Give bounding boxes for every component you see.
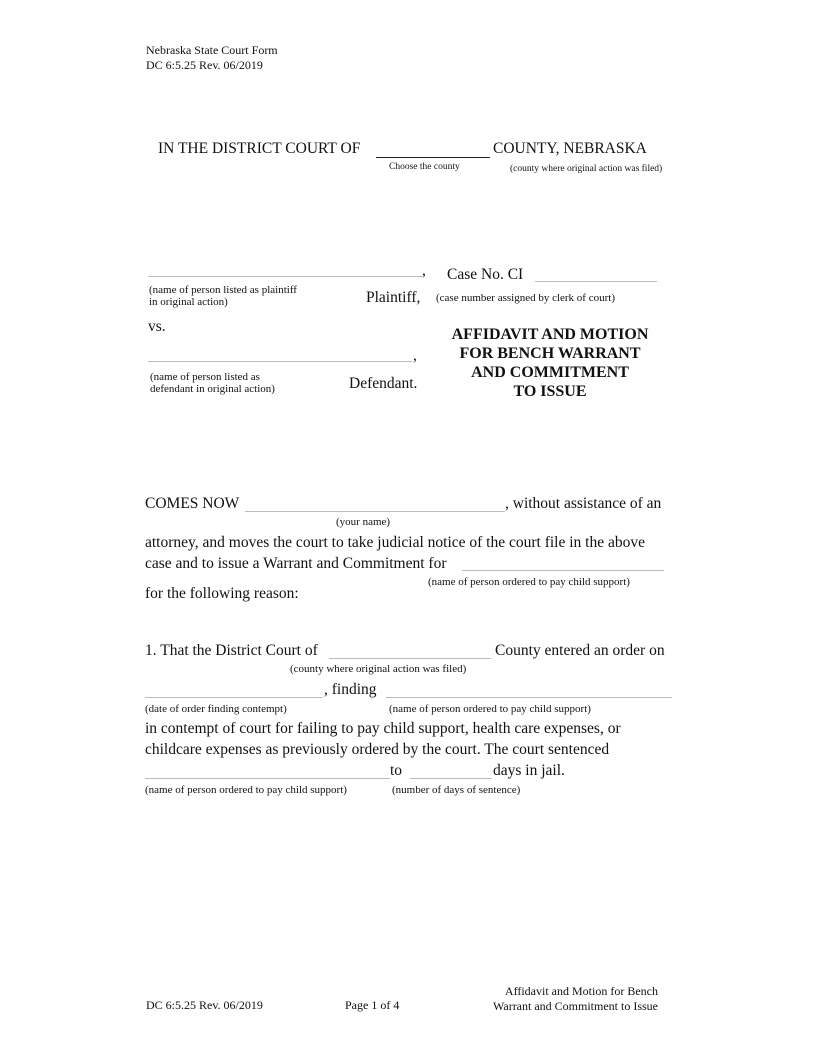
finding-label: , finding (324, 681, 377, 698)
your-name-field[interactable] (245, 511, 505, 512)
plaintiff-hint: (name of person listed as plaintiff in original action) (149, 284, 297, 308)
plaintiff-comma: , (422, 262, 426, 279)
to-label: to (390, 762, 403, 779)
document-title: AFFIDAVIT AND MOTION FOR BENCH WARRANT AND COMMITMENT TO ISSUE (451, 326, 649, 400)
p1-line-3: in contempt of court for failing to pay child support, health care expenses, or (145, 720, 621, 737)
p1-line-4: childcare expenses as previously ordered by the court. The court sentenced (145, 741, 610, 758)
sentenced-person-hint: (name of person ordered to pay child support) (145, 784, 347, 796)
your-name-hint: (your name) (336, 516, 391, 528)
warrant-person-field[interactable] (462, 570, 664, 571)
page-number: Page 1 of 4 (345, 998, 400, 1012)
order-date-field[interactable] (145, 697, 323, 698)
order-date-hint: (date of order finding contempt) (145, 703, 287, 715)
days-in-jail: days in jail. (493, 762, 565, 779)
county-select-label: Choose the county (389, 162, 460, 172)
p1-county-field[interactable] (329, 658, 491, 659)
case-no-label: Case No. CI (447, 266, 524, 283)
warrant-person-hint: (name of person ordered to pay child support) (428, 576, 630, 588)
form-revision: DC 6:5.25 Rev. 06/2019 (146, 58, 263, 72)
plaintiff-name-field[interactable] (148, 276, 422, 277)
defendant-comma: , (413, 347, 417, 364)
body-line-3: case and to issue a Warrant and Commitment for (145, 555, 447, 572)
plaintiff-label: Plaintiff, (366, 289, 421, 306)
body-line-2: attorney, and moves the court to take judicial notice of the court file in the above (145, 534, 645, 551)
without-assistance: , without assistance of an (505, 495, 662, 512)
county-hint: (county where original action was filed) (510, 164, 663, 174)
county-select[interactable] (376, 157, 490, 158)
comes-now: COMES NOW (145, 495, 240, 512)
footer-title: Affidavit and Motion for Bench Warrant and Commitment to Issue (493, 984, 658, 1013)
form-name: Nebraska State Court Form (146, 43, 278, 57)
p1-county-hint: (county where original action was filed) (290, 663, 467, 675)
case-no-hint: (case number assigned by clerk of court) (436, 292, 615, 304)
finding-person-field[interactable] (386, 697, 672, 698)
days-hint: (number of days of sentence) (392, 784, 521, 796)
sentenced-person-field[interactable] (145, 778, 390, 779)
days-field[interactable] (410, 778, 492, 779)
versus-label: vs. (148, 318, 166, 335)
finding-person-hint: (name of person ordered to pay child support) (389, 703, 591, 715)
court-prefix: IN THE DISTRICT COURT OF (158, 140, 361, 157)
defendant-hint: (name of person listed as defendant in original action) (150, 371, 275, 395)
case-no-field[interactable] (535, 281, 657, 282)
court-suffix: COUNTY, NEBRASKA (493, 140, 647, 157)
footer-revision: DC 6:5.25 Rev. 06/2019 (146, 998, 263, 1012)
defendant-label: Defendant. (349, 375, 418, 392)
body-line-4: for the following reason: (145, 585, 299, 602)
p1-county-end: County entered an order on (495, 642, 665, 659)
defendant-name-field[interactable] (148, 361, 412, 362)
p1-start: 1. That the District Court of (145, 642, 318, 659)
